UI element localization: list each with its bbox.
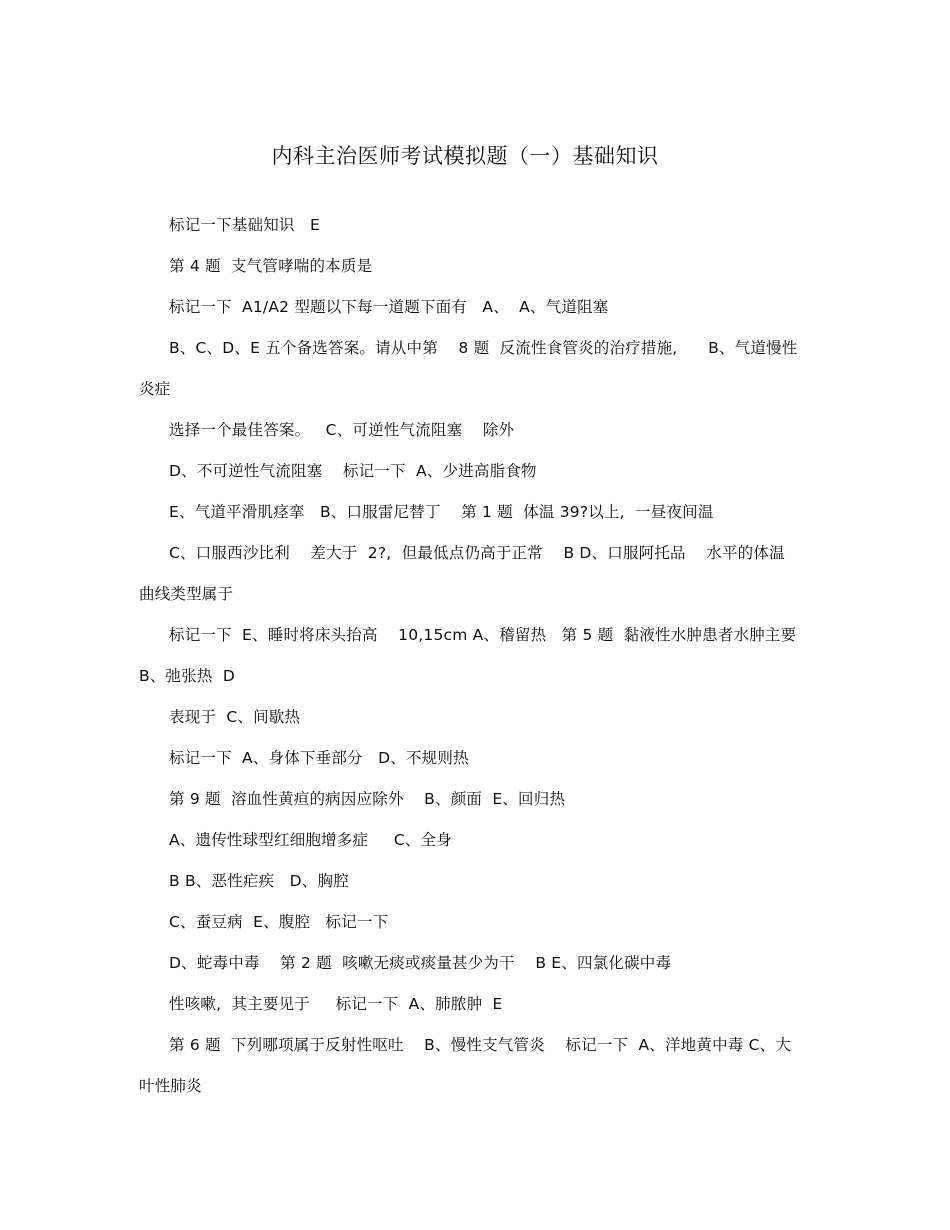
text-line: 标记一下 A1/A2 型题以下每一道题下面有 A、 A、气道阻塞 <box>169 298 609 316</box>
text-line: C、口服西沙比利 差大于 2?, 但最低点仍高于正常 B D、口服阿托品 水平的体温曲线类型属于 <box>139 544 785 603</box>
text-line: 第 6 题 下列哪项属于反射性呕吐 B、慢性支气管炎 标记一下 A、洋地黄中毒 C、大叶性肺炎 <box>139 1036 792 1095</box>
text-line: D、蛇毒中毒 第 2 题 咳嗽无痰或痰量甚少为干 B E、四氯化碳中毒 <box>169 954 672 972</box>
text-line: E、气道平滑肌痉挛 B、口服雷尼替丁 第 1 题 体温 39?以上, 一昼夜间温 <box>169 503 714 521</box>
text-line: 选择一个最佳答案。 C、可逆性气流阻塞 除外 <box>169 421 515 439</box>
document-body <box>139 205 807 1107</box>
text-line: B、C、D、E 五个备选答案。请从中第 8 题 反流性食管炎的治疗措施, B、气道慢性炎症 <box>139 339 798 398</box>
text-line: C、蚕豆病 E、腹腔 标记一下 <box>169 913 389 931</box>
text-line: B B、恶性疟疾 D、胸腔 <box>169 872 349 890</box>
text-line: 标记一下 E、睡时将床头抬高 10,15cm A、稽留热 第 5 题 黏液性水肿患者水肿主要 B、弛张热 D <box>139 626 807 685</box>
text-line: D、不可逆性气流阻塞 标记一下 A、少进高脂食物 <box>169 462 537 480</box>
text-line: 标记一下基础知识 E <box>169 216 320 234</box>
text-line: 表现于 C、间歇热 <box>169 708 301 726</box>
document-title: 内科主治医师考试模拟题（一）基础知识 <box>271 144 659 168</box>
text-line: 性咳嗽, 其主要见于 标记一下 A、肺脓肿 E <box>169 995 503 1013</box>
text-line: 第 4 题 支气管哮喘的本质是 <box>169 257 373 275</box>
text-line: 标记一下 A、身体下垂部分 D、不规则热 <box>169 749 469 767</box>
text-line: 第 9 题 溶血性黄疸的病因应除外 B、颜面 E、回归热 <box>169 790 566 808</box>
text-line: A、遗传性球型红细胞增多症 C、全身 <box>169 831 452 849</box>
